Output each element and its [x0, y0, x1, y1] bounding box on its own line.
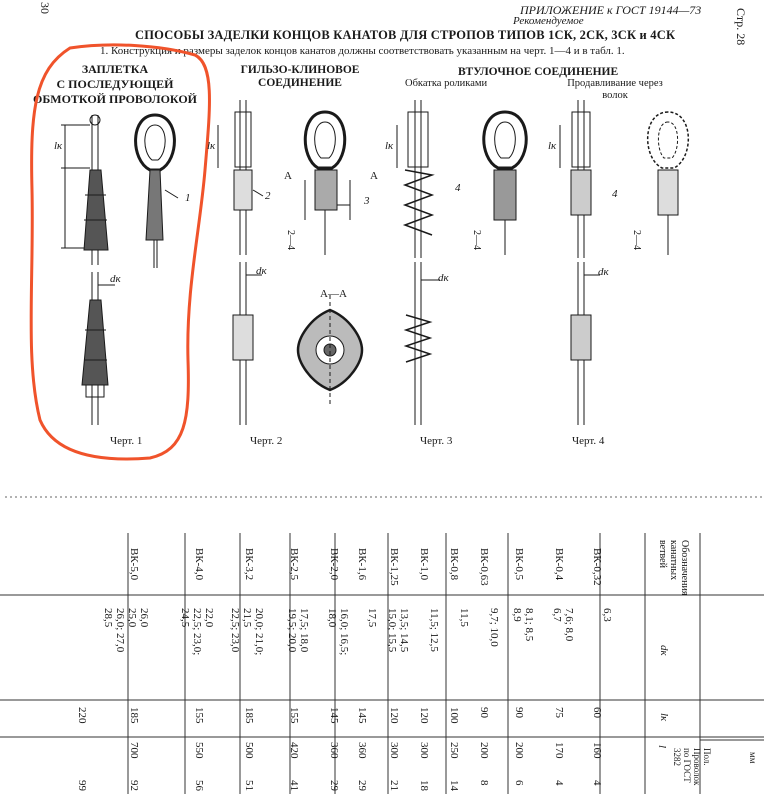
- highlight-outline: [31, 45, 209, 459]
- label-aa: А—А: [320, 288, 347, 300]
- table-cell-name: ВК-2,0: [328, 548, 340, 581]
- label-lk-1: lк: [54, 140, 63, 152]
- table-cell-dk: 18,0: [326, 608, 338, 628]
- table-cell-dk: 9,7; 10,0: [488, 608, 500, 647]
- label-d24-2: 2—4: [285, 230, 296, 250]
- table-cell-lk: 60: [591, 707, 603, 718]
- page-ref: Стр. 28: [734, 8, 748, 46]
- table-cell-dk: 22,5; 23,0;: [191, 608, 203, 656]
- table-cell-dk: 11,5; 12,5: [428, 608, 440, 652]
- table-cell-l: 420: [288, 742, 300, 759]
- table-cell-wire: 14: [448, 780, 460, 791]
- table-cell-wire: 92: [128, 780, 140, 791]
- page-title: СПОСОБЫ ЗАДЕЛКИ КОНЦОВ КАНАТОВ ДЛЯ СТРОПОВ ТИПОВ 1СК, 2СК, 3СК и 4СК: [135, 28, 676, 42]
- table-cell-name: ВК-1,0: [418, 548, 430, 581]
- table-cell-wire: 6: [513, 780, 525, 786]
- label-dk-3: dк: [438, 272, 449, 284]
- roller-sleeve-drawing: [397, 100, 440, 425]
- table-cell-name: ВК-3,2: [243, 548, 255, 581]
- table-cell-name: ВК-0,5: [513, 548, 525, 581]
- table-cell-name: ВК-0,32: [591, 548, 603, 586]
- sleeve-wedge-drawing: [218, 100, 263, 425]
- label-d24-3: 2—4: [471, 230, 482, 250]
- table-cell-dk: 26,0; 27,0: [114, 608, 126, 653]
- section-aa-drawing: [298, 295, 362, 405]
- table-cell-wire: 4: [553, 780, 565, 786]
- table-cell-dk: 17,5; 18,0: [298, 608, 310, 653]
- table-cell-lk: 90: [513, 707, 525, 718]
- table-cell-dk: 22,5; 23,0: [229, 608, 241, 653]
- table-cell-l: 500: [243, 742, 255, 759]
- table-cell-name: ВК-0,4: [553, 548, 565, 581]
- splice-drawing-top: [61, 115, 108, 265]
- table-cell-dk: 6,3: [601, 608, 613, 622]
- table-header-dk: dк: [658, 645, 670, 656]
- label-1: 1: [185, 192, 191, 204]
- label-3: 3: [364, 195, 370, 207]
- table-cell-dk: 26,0: [138, 608, 150, 628]
- table-cell-lk: 120: [388, 707, 400, 724]
- table-cell-name: ВК-2,5: [288, 548, 300, 581]
- intro-text: 1. Конструкция и размеры заделок концов канатов должны соответствовать указанным на черт. 1—4 и в табл. 1.: [100, 45, 625, 57]
- table-cell-dk: 21,5: [241, 608, 253, 628]
- table-cell-wire: 29: [356, 780, 368, 791]
- page-number: 30: [38, 2, 52, 14]
- table-cell-name: ВК-0,8: [448, 548, 460, 581]
- table-cell-l: 700: [128, 742, 140, 759]
- thimble-drawing-3: [484, 112, 526, 255]
- table-cell-dk: 24,5: [179, 608, 191, 628]
- table-cell-lk: 145: [328, 707, 340, 724]
- table-cell-dk: 25,0: [126, 608, 138, 628]
- table-cell-l: 200: [478, 742, 490, 759]
- figure-caption-1: Черт. 1: [110, 435, 143, 447]
- table-cell-wire: 41: [288, 780, 300, 791]
- table-cell-l: 160: [591, 742, 603, 759]
- thimble-drawing-1: [136, 115, 178, 268]
- section-2-heading: ГИЛЬЗО-КЛИНОВОЕ СОЕДИНЕНИЕ: [240, 64, 360, 89]
- table-cell-wire: 8: [478, 780, 490, 786]
- table-cell-wire: 56: [193, 780, 205, 791]
- table-cell-name: ВК-0,63: [478, 548, 490, 586]
- table-header-l: l: [656, 745, 668, 749]
- table-cell-wire: 18: [418, 780, 430, 791]
- label-dk-1: dк: [110, 273, 121, 285]
- table-cell-lk: 185: [243, 707, 255, 724]
- table-cell-dk: 16,0; 16,5;: [338, 608, 350, 656]
- thimble-drawing-4: [648, 112, 689, 255]
- figure-caption-2: Черт. 2: [250, 435, 283, 447]
- label-2: 2: [265, 190, 271, 202]
- table-header-names: Обозначения канатных ветвей: [657, 540, 690, 596]
- table-cell-l: 250: [448, 742, 460, 759]
- table-cell-lk: 185: [128, 707, 140, 724]
- label-a-right: А: [370, 170, 378, 182]
- table-cell-l: 200: [513, 742, 525, 759]
- table-cell-lk: 100: [448, 707, 460, 724]
- table-cell-dk: 6,7: [551, 608, 563, 622]
- table-cell-wire: 99: [76, 780, 88, 791]
- table-cell-lk: 155: [288, 707, 300, 724]
- table-cell-name: ВК-4,0: [193, 548, 205, 581]
- table-unit: мм: [748, 752, 758, 764]
- table-cell-dk: 20,0; 21,0;: [253, 608, 265, 656]
- table-cell-dk: 17,5: [366, 608, 378, 628]
- table-cell-lk: 120: [418, 707, 430, 724]
- label-d24-4: 2—4: [631, 230, 642, 250]
- die-sleeve-drawing: [560, 100, 600, 425]
- table-cell-l: 300: [418, 742, 430, 759]
- label-dk-4: dк: [598, 266, 609, 278]
- table-cell-lk: 75: [553, 707, 565, 718]
- table-cell-l: 170: [553, 742, 565, 759]
- table-cell-dk: 8,1; 8,5: [523, 608, 535, 642]
- table-cell-dk: 7,6; 8,0: [563, 608, 575, 642]
- table-cell-dk: 19,5; 20,0: [286, 608, 298, 653]
- table-cell-wire: 4: [591, 780, 603, 786]
- table-cell-dk: 22,0: [203, 608, 215, 628]
- figure-caption-4: Черт. 4: [572, 435, 605, 447]
- table-cell-dk: 11,5: [458, 608, 470, 627]
- section-1-heading: ЗАПЛЕТКА С ПОСЛЕДУЮЩЕЙ ОБМОТКОЙ ПРОВОЛОКОЙ: [32, 62, 197, 106]
- appendix-header: ПРИЛОЖЕНИЕ к ГОСТ 19144—73: [520, 3, 702, 17]
- label-lk-3: lк: [385, 140, 394, 152]
- section-3b-heading: Продавливание через волок: [567, 78, 663, 101]
- table-cell-dk: 15,0; 15,5: [386, 608, 398, 653]
- table-cell-wire: 51: [243, 780, 255, 791]
- table-header-wire: Пол. Проволок по ГОСТ 3282: [672, 748, 712, 786]
- table-cell-wire: 21: [388, 780, 400, 791]
- table-cell-l: 360: [328, 742, 340, 759]
- recommended-label: Рекомендуемое: [513, 15, 584, 27]
- section-3-heading: ВТУЛОЧНОЕ СОЕДИНЕНИЕ: [458, 66, 619, 78]
- label-lk-2: lк: [207, 140, 216, 152]
- table-cell-dk: 8,9: [511, 608, 523, 622]
- table-cell-l: 300: [388, 742, 400, 759]
- figure-caption-3: Черт. 3: [420, 435, 453, 447]
- label-dk-2: dк: [256, 265, 267, 277]
- label-lk-4: lк: [548, 140, 557, 152]
- table-cell-lk: 145: [356, 707, 368, 724]
- table-cell-lk: 220: [76, 707, 88, 724]
- table-cell-name: ВК-1,6: [356, 548, 368, 581]
- table-cell-name: ВК-5,0: [128, 548, 140, 581]
- table-cell-wire: 29: [328, 780, 340, 791]
- label-4b: 4: [612, 188, 618, 200]
- table-cell-l: 550: [193, 742, 205, 759]
- table-cell-lk: 90: [478, 707, 490, 718]
- label-4a: 4: [455, 182, 461, 194]
- label-a-left: А: [284, 170, 292, 182]
- thimble-drawing-2: [305, 112, 350, 255]
- splice-drawing-bottom: [82, 272, 115, 425]
- section-3a-heading: Обкатка роликами: [405, 78, 488, 89]
- table-grid: [0, 533, 764, 794]
- table-cell-name: ВК-1,25: [388, 548, 400, 586]
- table-cell-dk: 13,5; 14,5: [398, 608, 410, 653]
- table-cell-dk: 28,5: [102, 608, 114, 628]
- table-cell-l: 360: [356, 742, 368, 759]
- table-cell-lk: 155: [193, 707, 205, 724]
- table-header-lk: lк: [658, 713, 670, 722]
